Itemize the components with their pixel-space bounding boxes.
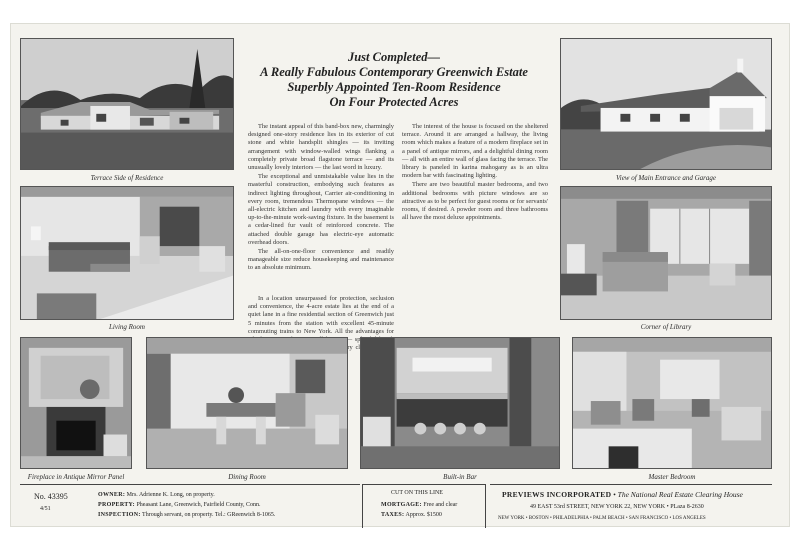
caption-living: Living Room (109, 323, 145, 331)
inspection-label: INSPECTION: (98, 512, 141, 518)
photo-library (560, 186, 772, 320)
inspection-value: Through servant, on property. Tel.: GReenwich 8-1065. (142, 512, 276, 518)
body-paragraph: The instant appeal of this band-box new, charmingly designed one-story residence lies in its exterior of cut stone and white handsplit shingles — its inviting arrangement with window-walled wings flanking a completely private broad flagstone terrace — and its unusually lovely interiors — the last word in luxury. (248, 123, 394, 172)
company-name: PREVIEWS INCORPORATED (502, 490, 612, 499)
caption-terrace: Terrace Side of Residence (90, 174, 164, 182)
headline-line-4: On Four Protected Acres (329, 95, 459, 109)
caption-dining: Dining Room (228, 473, 266, 481)
photo-built-in-bar (360, 337, 560, 469)
body-paragraph: In a location unsurpassed for protection, seclusion and convenience, the 4-acre estate lies at the end of a quiet lane in a fine residential section of Greenwich just 5 minutes from the station with excellent 45-minute commuting trains to New York. All the advantages for — (248, 295, 394, 344)
body-column-right (402, 123, 548, 223)
footer-company (490, 484, 772, 528)
body-paragraph: The exceptional and unmistakable value lies in the masterful construction, embodying such features as indirect lighting throughout, Carrier air-conditioning in every room, tremendous Thermopane windows — the all-electric kitchen and laundry with every imaginable up-to-the-minute work-saving fixture. In the basement is a cedar-lined fur vault of reinforced concrete. The attached double garage has electric-eye automatic overhead doors. (248, 173, 394, 246)
property-value: Pheasant Lane, Greenwich, Fairfield County, Conn. (136, 502, 261, 508)
footer-terms (362, 484, 486, 528)
taxes-label: TAXES: (381, 512, 405, 518)
caption-entrance: View of Main Entrance and Garage (616, 174, 716, 182)
taxes-line (381, 511, 442, 519)
address-line (530, 503, 704, 511)
photo-master-bedroom (572, 337, 772, 469)
headline-line-3: Superbly Appointed Ten-Room Residence (287, 80, 501, 94)
headline-line-1: Just Completed— (347, 50, 441, 64)
office-cities: NEW YORK • BOSTON • PHILADELPHIA • PALM BEACH • SAN FRANCISCO • LOS ANGELES (498, 516, 706, 521)
caption-bedroom: Master Bedroom (648, 473, 696, 481)
caption-library: Corner of Library (640, 323, 692, 331)
footer-listing (20, 484, 360, 528)
caption-fireplace: Fireplace in Antique Mirror Panel (27, 473, 125, 481)
inspection-line (98, 511, 275, 519)
company-address: 49 EAST 53rd STREET, NEW YORK 22, NEW YORK (530, 504, 666, 510)
body-column-left (248, 123, 394, 274)
body-paragraph: There are two beautiful master bedrooms, and two additional bedrooms with picture windows are so attractive as to be perfect for guest rooms or for servants' rooms, if desired. A powder room and three bathrooms all have the most deluxe appointments. (402, 181, 548, 222)
photo-terrace-side (20, 38, 234, 170)
headline-line-2: A Really Fabulous Contemporary Greenwich Estate (260, 65, 528, 79)
cut-line-label: CUT ON THIS LINE (391, 490, 443, 496)
owner-value: Mrs. Adrienne K. Long, on property. (126, 492, 215, 498)
body-paragraph: The all-on-one-floor convenience and readily manageable size reduce housekeeping and maintenance to an absolute minimum. (248, 248, 394, 272)
photo-dining-room (146, 337, 348, 469)
owner-label: OWNER: (98, 492, 126, 498)
photo-fireplace (20, 337, 132, 469)
mortgage-value: Free and clear (423, 502, 458, 508)
mortgage-label: MORTGAGE: (381, 502, 422, 508)
body-paragraph: The interest of the house is focused on the sheltered terrace. Around it are arranged a hallway, the living room which makes a feature of a modern fireplace set in a panel of antique mirrors, and a delightful dining room — all with an entire wall of glass facing the terrace. The library is paneled in karina mahogany as is an ultra modern bar with fascinating lighting. (402, 123, 548, 180)
owner-line (98, 491, 215, 499)
headline (244, 50, 544, 110)
company-phone: • PLaza 8-2630 (666, 504, 704, 510)
property-label: PROPERTY: (98, 502, 135, 508)
photo-main-entrance (560, 38, 772, 170)
listing-number: No. 43395 (34, 492, 68, 501)
photo-living-room (20, 186, 234, 320)
property-line (98, 501, 261, 509)
company-line (502, 491, 743, 499)
listing-date: 4/51 (40, 506, 51, 512)
mortgage-line (381, 501, 457, 509)
company-tagline: • The National Real Estate Clearing House (613, 490, 743, 499)
taxes-value: Approx. $1500 (405, 512, 442, 518)
caption-bar: Built-in Bar (443, 473, 477, 481)
